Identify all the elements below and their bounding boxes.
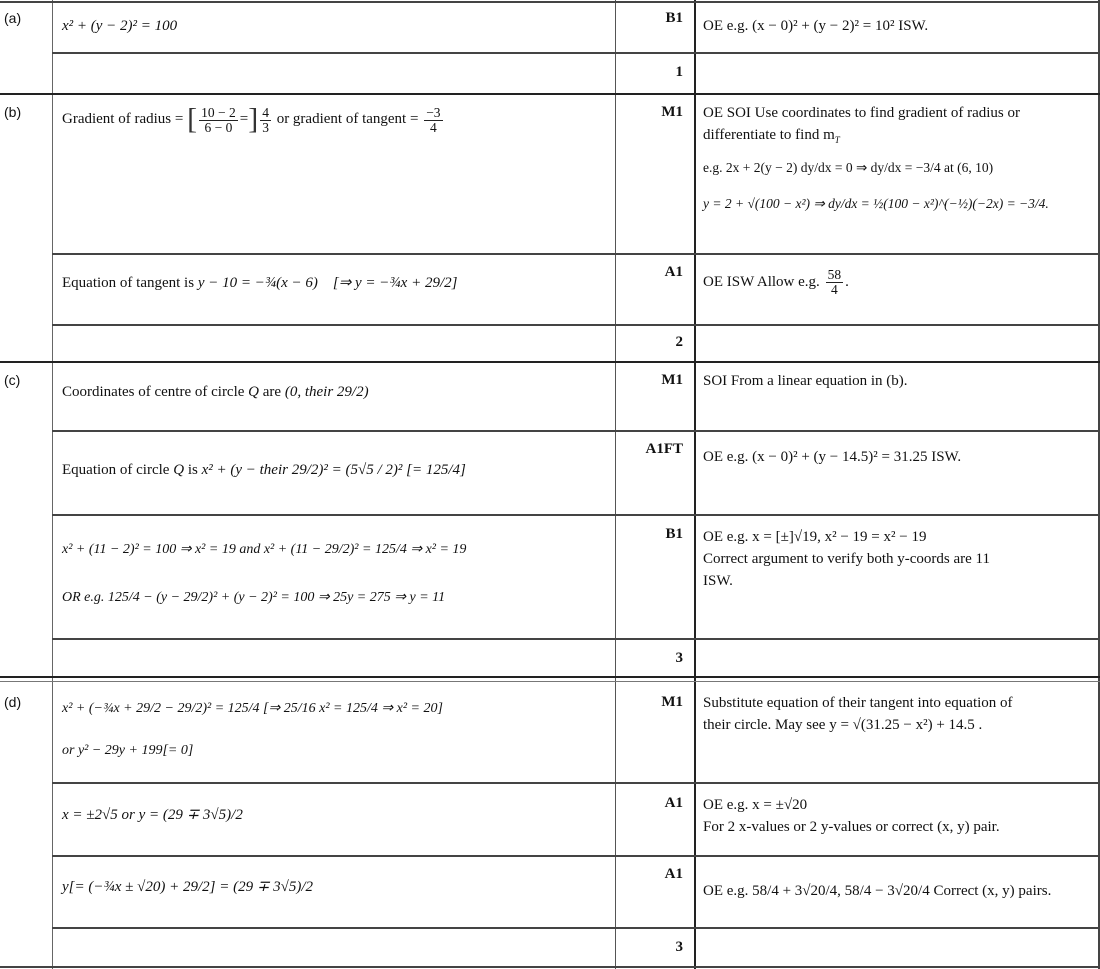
total-a: 1: [675, 64, 683, 80]
answer-b-1-prefix: Gradient of radius =: [62, 111, 184, 128]
row-divider: [52, 430, 1100, 432]
guidance-b-1-line2: differentiate to find $m_T$: [703, 127, 840, 145]
answer-c-1: Coordinates of centre of circle Q are (0, their 29/2): [62, 384, 369, 400]
mark-d-2: A1: [664, 795, 683, 811]
answer-c-3-line2: OR e.g. 125/4 − (y − 29/2)² + (y − 2)² = 100 ⇒ 25y = 275 ⇒ y = 11: [62, 590, 446, 605]
part-divider: [0, 361, 1100, 363]
answer-b-2-simplified: [⇒ y = −¾x + 29/2]: [332, 275, 458, 291]
guidance-d-3: OE e.g. 58/4 + 3√20/4, 58/4 − 3√20/4 Correct (x, y) pairs.: [703, 883, 1052, 899]
answer-c-3: [62, 538, 607, 610]
row-divider: [52, 927, 1100, 929]
answer-d-3: y[= (−¾x ± √20) + 29/2] = (29 ∓ 3√5)/2: [62, 879, 314, 895]
answer-a-1: [62, 18, 607, 35]
guidance-d-1: Substitute equation of their tangent into equation of their circle. May see y = √(31.25 − x²) + 14.5 .: [703, 695, 1013, 733]
guidance-b-1-line1: OE SOI Use coordinates to find gradient of radius or: [703, 105, 1021, 121]
answer-d-1-line1: x² + (−¾x + 29/2 − 29/2)² = 125/4 [⇒ 25/16 x² = 125/4 ⇒ x² = 20]: [62, 701, 443, 716]
column-divider-right: [1098, 0, 1100, 969]
mark-b-1: M1: [661, 104, 683, 120]
answer-d-1: [62, 700, 607, 759]
answer-b-2-equation: y − 10 = −¾(x − 6): [197, 275, 318, 291]
answer-b-1-mid: or gradient of tangent =: [276, 111, 419, 128]
answer-d-1-line2: or y² − 29y + 199[= 0]: [62, 743, 194, 758]
fraction: $\frac{-3}{4}$: [426, 104, 441, 135]
part-label-c: (c): [4, 372, 21, 388]
guidance-b-1-line3: e.g. 2x + 2(y − 2) dy/dx = 0 ⇒ dy/dx = −3/4 at (6, 10): [703, 160, 994, 175]
row-divider: [52, 253, 1100, 255]
row-divider: [0, 966, 1100, 968]
row-divider: [52, 855, 1100, 857]
column-divider-answer: [615, 0, 616, 969]
answer-b-2-prefix: Equation of tangent is: [62, 275, 195, 291]
row-divider: [52, 514, 1100, 516]
row-divider: [52, 324, 1100, 326]
answer-b-2: [62, 273, 607, 292]
part-label-d: (d): [4, 694, 22, 710]
mark-d-1: M1: [661, 694, 683, 710]
part-divider: [0, 93, 1100, 95]
column-divider-part: [52, 0, 53, 969]
part-divider: [0, 676, 1100, 678]
mark-a-1: B1: [665, 10, 683, 26]
part-label-b: (b): [4, 104, 22, 120]
guidance-c-3: OE e.g. x = [±]√19, x² − 19 = x² − 19 Correct argument to verify both y-coords are 11 ISW.: [703, 529, 990, 589]
mark-d-3: A1: [664, 866, 683, 882]
fraction: $\frac{10 - 2}{6 - 0}$: [201, 104, 236, 135]
row-divider: [52, 638, 1100, 640]
mark-b-2: A1: [664, 264, 683, 280]
circle-equation: x² + (y − their 29/2)² = (5√5 / 2)² [= 125/4]: [201, 462, 466, 478]
answer-a-1-math: x² + (y − 2)² = 100: [62, 18, 178, 34]
column-divider-marks: [694, 0, 696, 969]
guidance-b-1-line4: y = 2 + √(100 − x²) ⇒ dy/dx = ½(100 − x²)^(−½)(−2x) = −3/4.: [703, 196, 1049, 211]
answer-c-2: Equation of circle Q is x² + (y − their 29/2)² = (5√5 / 2)² [= 125/4]: [62, 462, 466, 478]
row-divider: [52, 52, 1100, 54]
fraction: $\frac{4}{3}$: [262, 104, 269, 135]
part-divider-double: [0, 681, 1100, 682]
mark-c-2: A1FT: [645, 441, 683, 457]
guidance-b-1: [703, 102, 1093, 215]
mark-c-3: B1: [665, 526, 683, 542]
answer-d-2: x = ±2√5 or y = (29 ∓ 3√5)/2: [62, 807, 243, 823]
answer-c-3-line1: x² + (11 − 2)² = 100 ⇒ x² = 19 and x² + (11 − 29/2)² = 125/4 ⇒ x² = 19: [62, 542, 467, 557]
guidance-c-2: OE e.g. (x − 0)² + (y − 14.5)² = 31.25 ISW.: [703, 449, 962, 465]
part-label-a: (a): [4, 10, 22, 26]
centre-coordinates: (0, their 29/2): [284, 384, 369, 400]
answer-b-1: Gradient of radius = [ $\frac{10 - 2}{6 - 0}$ =] $\frac{4}{3}$ or gradient of tangent = $\frac{-3}{4}$: [62, 103, 441, 136]
row-divider: [52, 782, 1100, 784]
total-c: 3: [675, 650, 683, 666]
guidance-d-2: OE e.g. x = ±√20 For 2 x-values or 2 y-values or correct (x, y) pair.: [703, 797, 1000, 835]
guidance-a-1: OE e.g. (x − 0)² + (y − 2)² = 10² ISW.: [703, 18, 929, 34]
mark-c-1: M1: [661, 372, 683, 388]
guidance-b-2: OE ISW Allow e.g. $\frac{58}{4}$ .: [703, 267, 849, 297]
total-d: 3: [675, 939, 683, 955]
guidance-c-1: SOI From a linear equation in (b).: [703, 373, 908, 389]
total-b: 2: [675, 334, 683, 350]
row-divider: [0, 1, 1100, 3]
